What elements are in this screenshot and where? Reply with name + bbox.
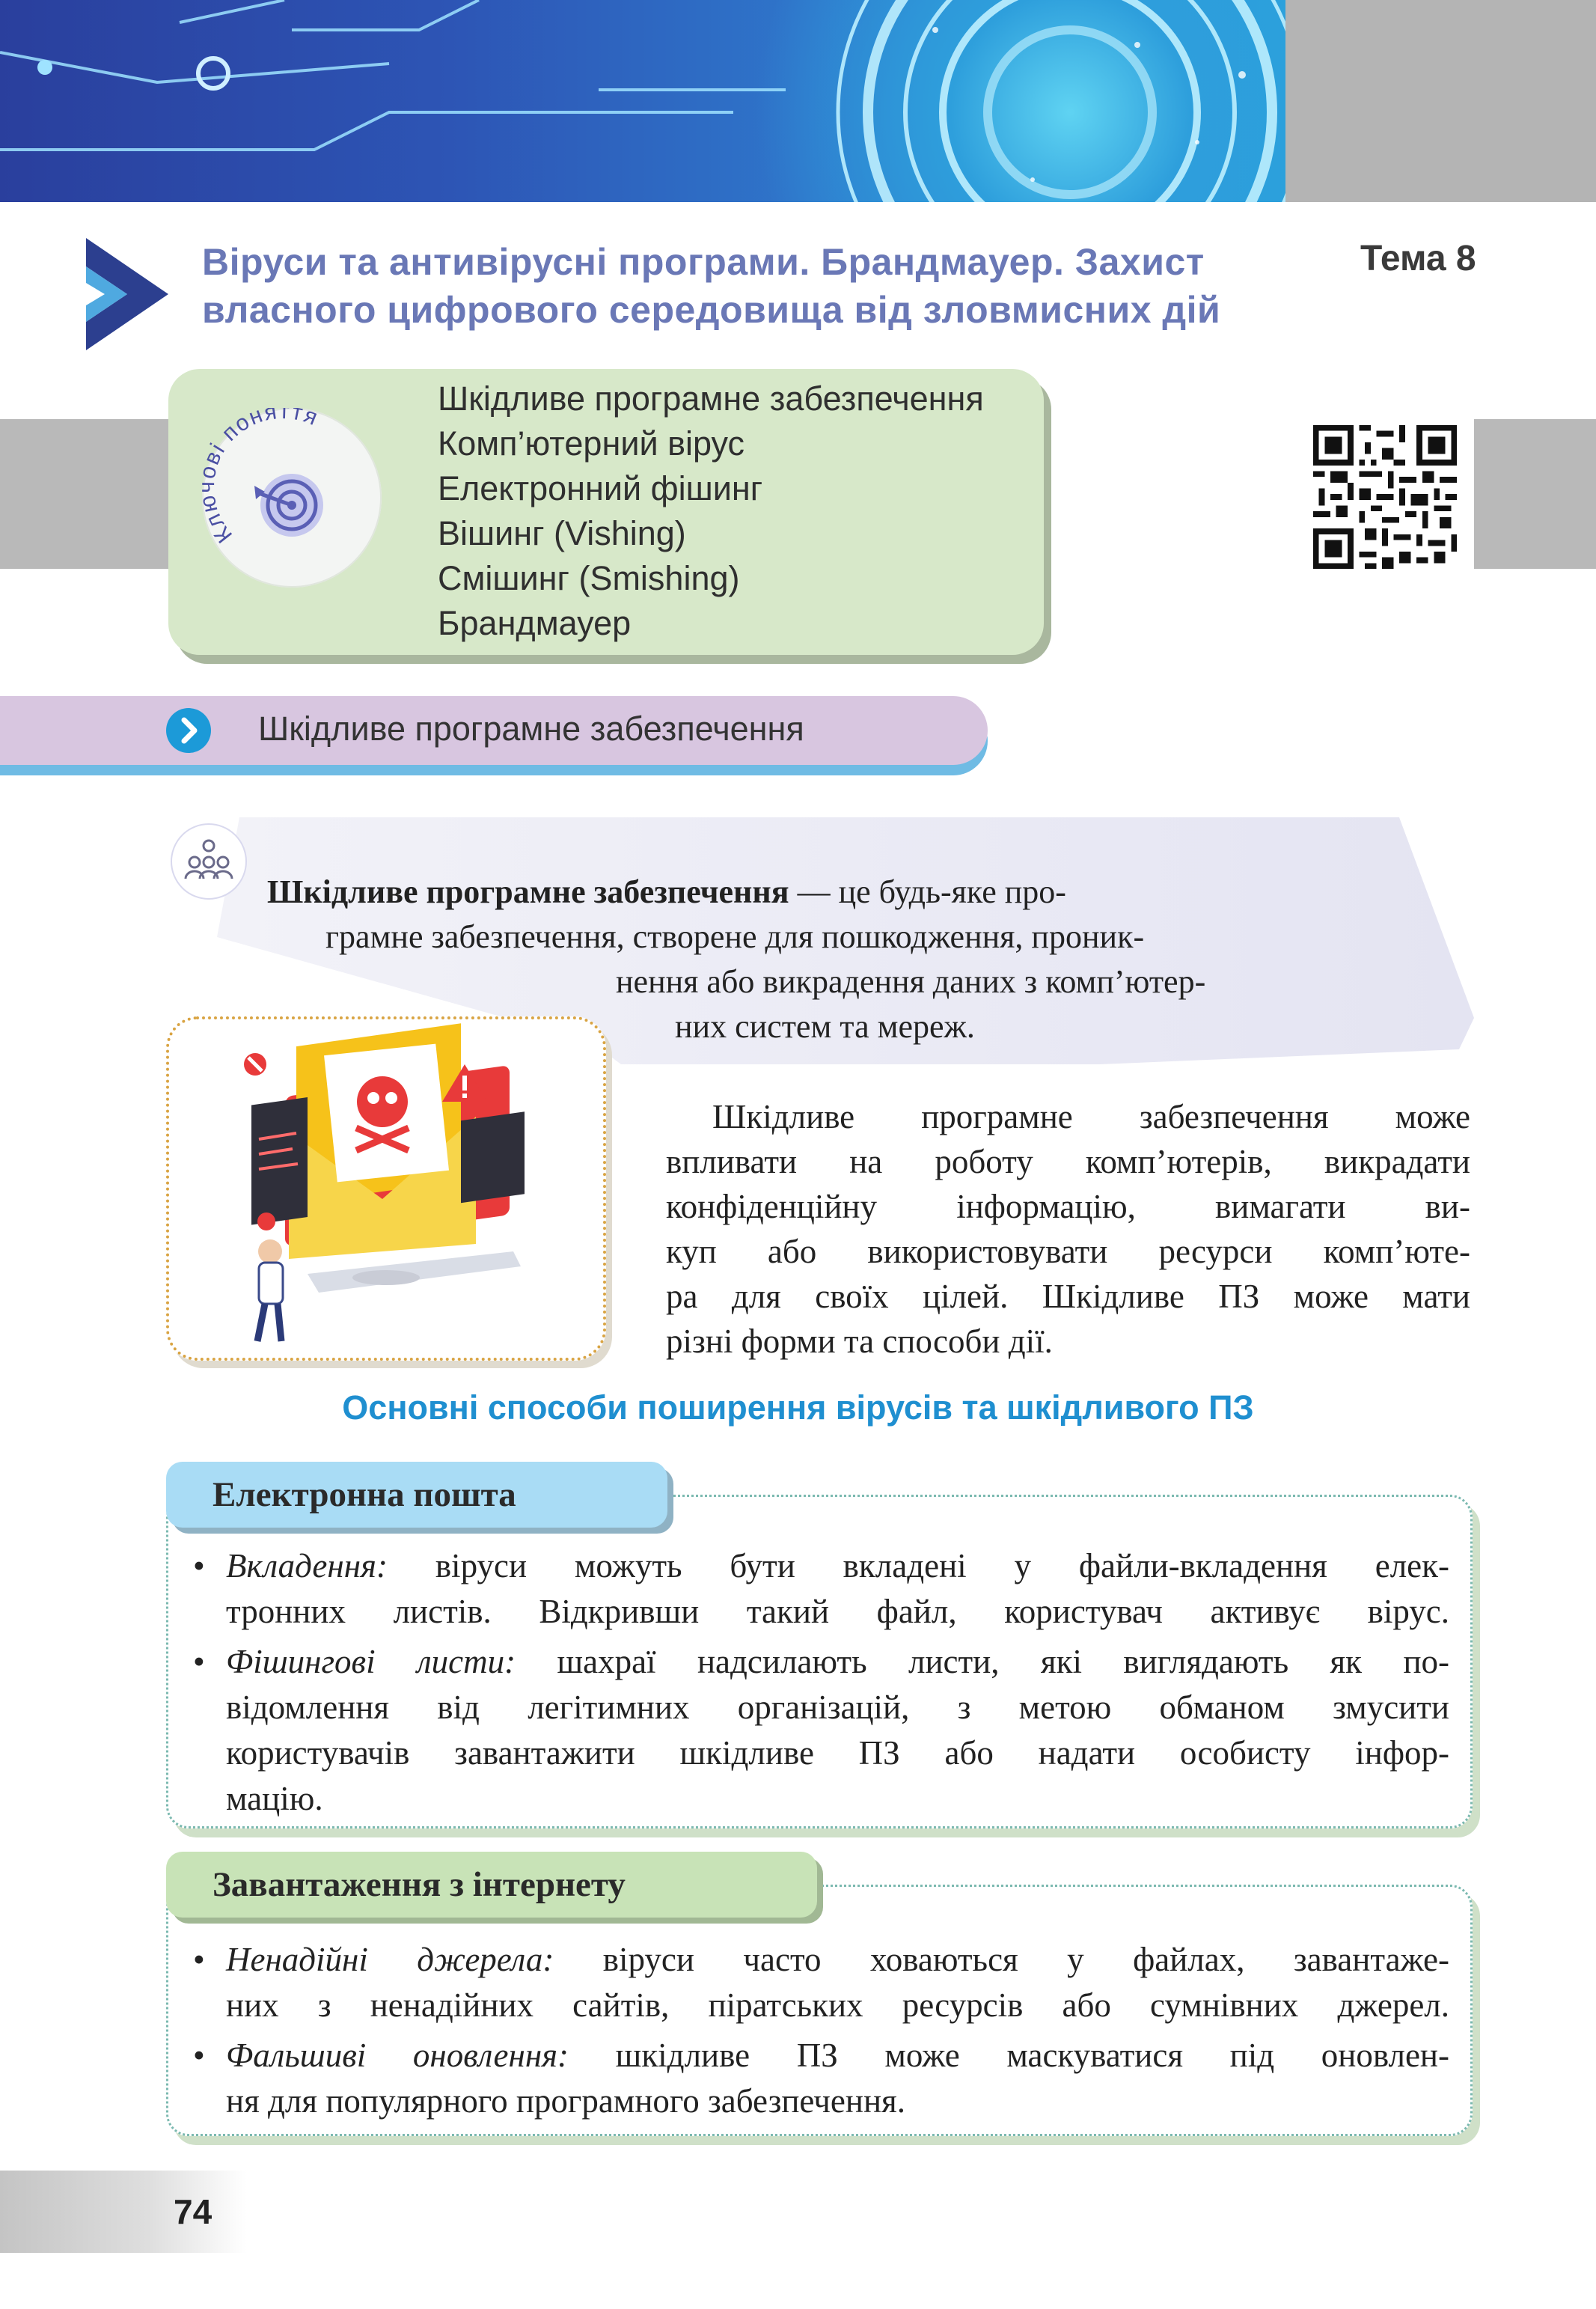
list-item	[166, 1543, 1449, 1635]
list-item	[166, 1639, 1449, 1822]
paragraph-line: конфіденційну інформацію, вимагати ви-	[666, 1188, 1470, 1225]
definition-line-3: нення або викрадення даних з комп’ютер-	[616, 963, 1206, 1000]
bullet-text: шкідливе ПЗ може маскуватися під оновлен-	[569, 2037, 1449, 2074]
bullet-text: віруси часто ховаються у файлах, завантаже-	[554, 1941, 1450, 1978]
bullet-icon: •	[193, 2037, 205, 2074]
key-concepts-list	[438, 376, 984, 646]
key-concept-item: Брандмауер	[438, 604, 632, 642]
key-concepts-badge	[202, 408, 382, 588]
people-icon	[171, 823, 247, 900]
chevron-icon	[86, 238, 168, 350]
section-title: Шкідливе програмне забезпечення	[258, 710, 804, 748]
bullet-icon: •	[193, 1941, 205, 1978]
bullet-text: них з ненадійних сайтів, піратських ресурсів або сумнівних джерел.	[226, 1986, 1449, 2024]
bullet-text: відомлення від легітимних організацій, з метою обманом змусити	[226, 1689, 1449, 1726]
bullet-term: Фішингові листи:	[226, 1643, 516, 1680]
target-icon	[202, 408, 382, 588]
definition-line-1	[267, 870, 1066, 915]
spread-methods-heading: Основні способи поширення вірусів та шкідливого ПЗ	[342, 1388, 1254, 1427]
paragraph-line: Шкідливе програмне забезпечення може	[712, 1098, 1470, 1135]
bullet-term: Фальшиві оновлення:	[226, 2037, 569, 2074]
paragraph-line: куп або використовувати ресурси комп’юте-	[666, 1233, 1470, 1270]
title-line-1: Віруси та антивірусні програми. Брандмауер. Захист	[202, 241, 1205, 283]
bullet-text: шахраї надсилають листи, які виглядають як по-	[516, 1643, 1450, 1680]
definition-term: Шкідливе програмне забезпечення	[267, 873, 789, 910]
key-concept-item: Електронний фішинг	[438, 469, 763, 507]
malware-description	[666, 1094, 1470, 1364]
key-concept-item: Комп’ютерний вірус	[438, 424, 745, 463]
circuit-decoration	[0, 0, 1285, 202]
bullet-icon: •	[193, 1547, 205, 1584]
list-item	[166, 2033, 1449, 2124]
key-concept-item: Смішинг (Smishing)	[438, 559, 740, 597]
bullet-term: Ненадійні джерела:	[226, 1941, 554, 1978]
paragraph-line: ра для своїх цілей. Шкідливе ПЗ може мати	[666, 1278, 1470, 1315]
chevron-right-icon	[166, 708, 211, 753]
paragraph-line: впливати на роботу комп’ютерів, викрадати	[666, 1143, 1470, 1180]
key-concepts-badge-label: Кл і поняття	[202, 408, 322, 548]
download-bullets	[166, 1937, 1449, 2124]
page-title	[202, 238, 1235, 334]
list-item	[166, 1937, 1449, 2028]
header-banner	[0, 0, 1285, 202]
bullet-text: користувачів завантажити шкідливе ПЗ або надати особисту інфор-	[226, 1734, 1449, 1772]
key-concept-item: Шкідливе програмне забезпечення	[438, 379, 984, 418]
bullet-text: мацію.	[226, 1780, 323, 1817]
topic-label: Тема 8	[1360, 239, 1476, 278]
bullet-icon: •	[193, 1643, 205, 1680]
download-tab: Завантаження з інтернету	[166, 1852, 817, 1918]
definition-text: — це будь-яке про-	[789, 873, 1066, 910]
header-grey-block	[1285, 0, 1596, 202]
paragraph-line: різні форми та способи дії.	[666, 1323, 1053, 1360]
qr-code[interactable]	[1313, 425, 1457, 569]
malware-email-illustration	[169, 1019, 597, 1352]
email-bullets	[166, 1543, 1449, 1822]
key-concept-item: Вішинг (Vishing)	[438, 514, 686, 552]
definition-line-4: них систем та мереж.	[675, 1008, 975, 1045]
definition-line-2: грамне забезпечення, створене для пошкодження, проник-	[325, 918, 1145, 955]
bullet-text: тронних листів. Відкривши такий файл, користувач активує вірус.	[226, 1593, 1449, 1630]
page-number: 74	[174, 2192, 213, 2231]
bullet-text: віруси можуть бути вкладені у файли-вкладення елек-	[387, 1547, 1449, 1584]
bullet-term: Вкладення:	[226, 1547, 388, 1584]
malware-illustration-frame	[166, 1016, 606, 1361]
bullet-text: ня для популярного програмного забезпечення.	[226, 2082, 905, 2120]
title-line-2: власного цифрового середовища від зловмисних дій	[202, 289, 1221, 331]
email-tab: Електронна пошта	[166, 1462, 667, 1528]
